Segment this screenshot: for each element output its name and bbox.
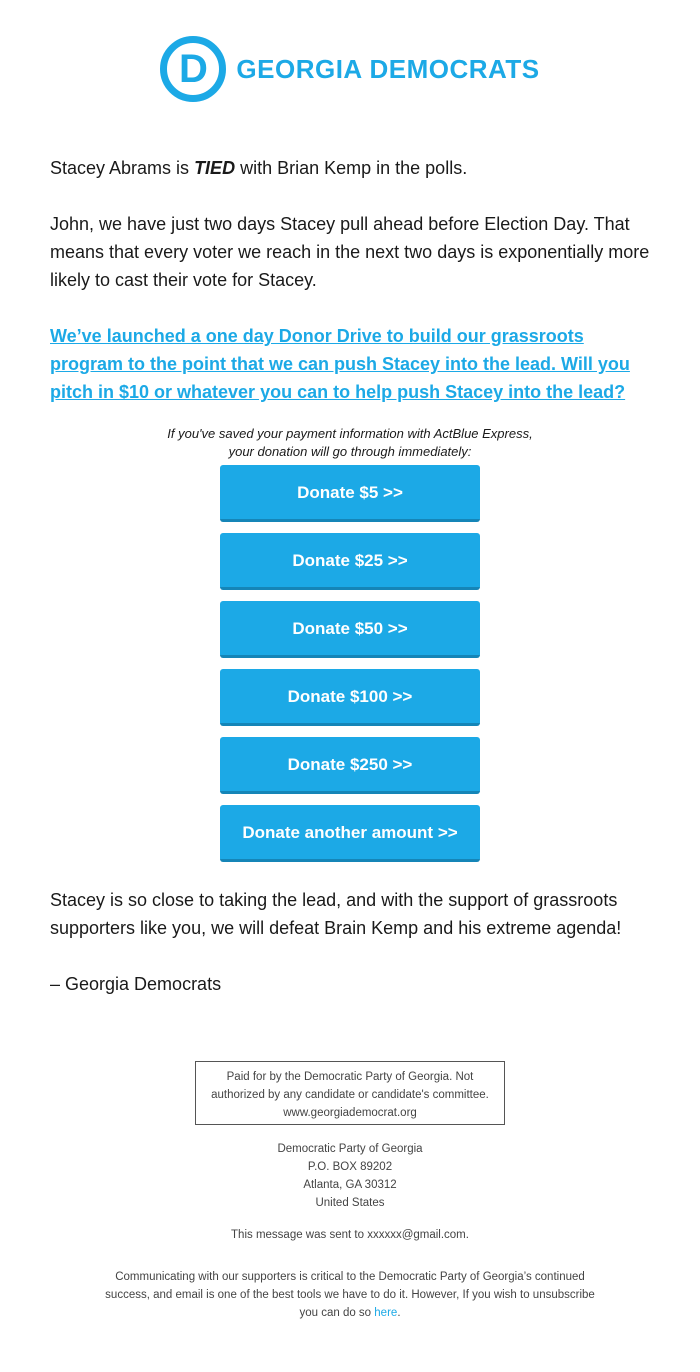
- georgia-democrats-logo[interactable]: [160, 36, 539, 102]
- intro-text-before: Stacey Abrams is: [50, 158, 195, 178]
- paid-for-disclaimer: [195, 1061, 505, 1125]
- note-line-2: your donation will go through immediately:: [228, 444, 472, 459]
- email-header: [0, 36, 700, 102]
- donate-other-amount-button[interactable]: Donate another amount >>: [220, 805, 480, 862]
- recipient-email: xxxxxx@gmail.com: [367, 1229, 466, 1241]
- unsubscribe-notice: [100, 1268, 600, 1322]
- sent-suffix: .: [465, 1229, 469, 1241]
- logo-letter: D: [178, 47, 208, 91]
- note-line-1: If you've saved your payment information with ActBlue Express,: [167, 426, 533, 441]
- sent-prefix: This message was sent to: [231, 1229, 368, 1241]
- tied-emphasis: TIED: [194, 158, 236, 178]
- disclaimer-line-1: Paid for by the Democratic Party of Georgia. Not: [226, 1071, 474, 1083]
- closing-section: [50, 886, 660, 998]
- closing-paragraph: Stacey is so close to taking the lead, and with the support of grassroots supporters like you, we will defeat Brain Kemp and his extreme agenda!: [50, 890, 622, 938]
- address-line-2: P.O. BOX 89202: [307, 1161, 393, 1173]
- email-body: [50, 154, 660, 406]
- body-paragraph: John, we have just two days Stacey pull ahead before Election Day. That means that every voter we reach in the next two days is exponentially more likely to cast their vote for Stacey.: [50, 214, 650, 290]
- donate-100-button[interactable]: Donate $100 >>: [220, 669, 480, 726]
- intro-paragraph: [50, 154, 660, 182]
- intro-text-after: with Brian Kemp in the polls.: [235, 158, 468, 178]
- unsubscribe-end: .: [397, 1307, 401, 1319]
- donate-5-button[interactable]: Donate $5 >>: [220, 465, 480, 522]
- signoff: – Georgia Democrats: [50, 974, 222, 994]
- democrats-d-icon: [160, 36, 226, 102]
- address-line-1: Democratic Party of Georgia: [277, 1143, 423, 1155]
- donate-250-button[interactable]: Donate $250 >>: [220, 737, 480, 794]
- unsubscribe-text: Communicating with our supporters is critical to the Democratic Party of Georgia’s continued success, and email is one of the best tools we have to do it. However, If you wish to unsubscribe you can do so: [105, 1271, 595, 1319]
- donate-buttons: [220, 465, 480, 873]
- donate-50-button[interactable]: Donate $50 >>: [220, 601, 480, 658]
- logo-text: GEORGIA DEMOCRATS: [236, 53, 540, 84]
- mailing-address: [0, 1140, 700, 1212]
- disclaimer-line-3: www.georgiademocrat.org: [283, 1107, 417, 1119]
- actblue-express-note: [0, 425, 700, 461]
- ask-paragraph: [50, 322, 660, 406]
- donate-25-button[interactable]: Donate $25 >>: [220, 533, 480, 590]
- donor-drive-link[interactable]: We’ve launched a one day Donor Drive to build our grassroots program to the point that we can push Stacey into the lead. Will you pitch in $10 or whatever you can to help push Stacey into the lead?: [50, 326, 630, 402]
- unsubscribe-link[interactable]: here: [374, 1307, 398, 1319]
- sent-to-notice: [0, 1226, 700, 1244]
- address-line-3: Atlanta, GA 30312: [303, 1179, 397, 1191]
- address-line-4: United States: [315, 1197, 385, 1209]
- disclaimer-line-2: authorized by any candidate or candidate's committee.: [211, 1089, 489, 1101]
